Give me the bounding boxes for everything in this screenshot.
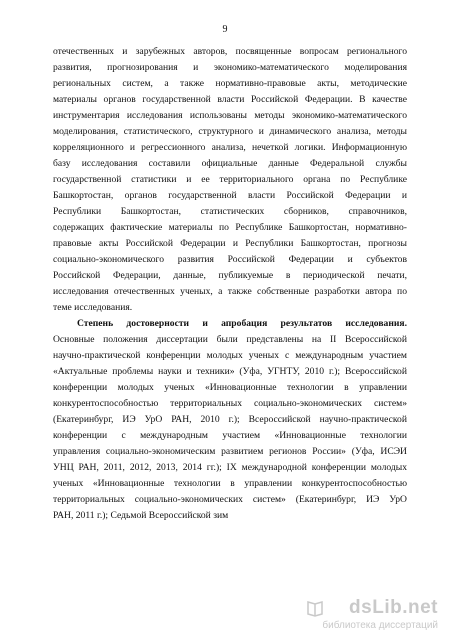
text-line: развития, прогнозирования и экономико-математического моделирования: [53, 62, 407, 73]
watermark-tagline: библиотека диссертаций: [322, 620, 438, 631]
text-line: РАН, 2011 г.); Седьмой Всероссийской зим: [53, 510, 229, 521]
text-line: Основные положения диссертации были представлены на II Всероссийской: [53, 334, 407, 345]
text-line: базу исследования составили официальные данные Федеральной службы: [53, 158, 407, 169]
text-line: (Екатеринбург, ИЭ УрО РАН, 2010 г.); Всероссийской научно-практической: [53, 414, 407, 425]
text-line: УНЦ РАН, 2011, 2012, 2013, 2014 гг.); IX международной конференции молодых: [53, 462, 407, 473]
text-line: Республики Башкортостан, статистических сборников, справочников,: [53, 206, 407, 217]
text-line: региональных систем, а также нормативно-правовые акты, методические: [53, 78, 407, 89]
page-number: 9: [222, 24, 228, 35]
text-line: социально-экономического развития Российской Федерации и субъектов: [53, 254, 407, 265]
text-line: моделирования, статистического, структурного и динамического анализа, методы: [53, 126, 407, 137]
text-line: инструментария исследования использованы методы экономико-математического: [53, 110, 407, 121]
watermark: [278, 597, 438, 631]
text-line: «Актуальные проблемы науки и техники» (Уфа, УГНТУ, 2010 г.); Всероссийской: [53, 366, 407, 377]
text-line: ученых «Инновационные технологии в управлении конкурентоспособностью: [53, 478, 407, 489]
section-heading: Степень достоверности и апробация результатов исследования.: [77, 318, 407, 329]
text-line: содержащих фактические материалы по Республике Башкортостан, нормативно-: [53, 222, 407, 233]
text-line: Российской Федерации, данные, публикуемые в периодической печати,: [53, 270, 407, 281]
text-line: отечественных и зарубежных авторов, посвященные вопросам регионального: [53, 46, 407, 57]
text-line: исследования отечественных ученых, а также собственные разработки автора по: [53, 286, 407, 297]
text-line: материалы органов государственной власти Российской Федерации. В качестве: [53, 94, 407, 105]
text-line: конференции с международным участием «Инновационные технологии: [53, 430, 407, 441]
text-line: управления социально-экономическим развитием регионов России» (Уфа, ИСЭИ: [53, 446, 407, 457]
text-line: конференции молодых ученых «Инновационные технологии в управлении: [53, 382, 407, 393]
section-heading-line: [53, 316, 407, 332]
text-line: Башкортостан, органов государственной власти Российской Федерации и: [53, 190, 407, 201]
text-line: правовые акты Российской Федерации и Республики Башкортостан, прогнозы: [53, 238, 407, 249]
text-line: территориальных социально-экономических систем» (Екатеринбург, ИЭ УрО: [53, 494, 407, 505]
text-line: конкурентоспособностью территориальных социально-экономических систем»: [53, 398, 407, 409]
text-line: государственной статистики и ее территориального органа по Республике: [53, 174, 407, 185]
watermark-logo: dsLib.net: [349, 597, 438, 618]
document-body: [53, 44, 407, 524]
text-line: корреляционного и регрессионного анализа, нечеткой логики. Информационную: [53, 142, 407, 153]
text-line: теме исследования.: [53, 302, 133, 313]
text-line: научно-практической конференции молодых ученых с международным участием: [53, 350, 407, 361]
book-icon: [306, 599, 324, 617]
